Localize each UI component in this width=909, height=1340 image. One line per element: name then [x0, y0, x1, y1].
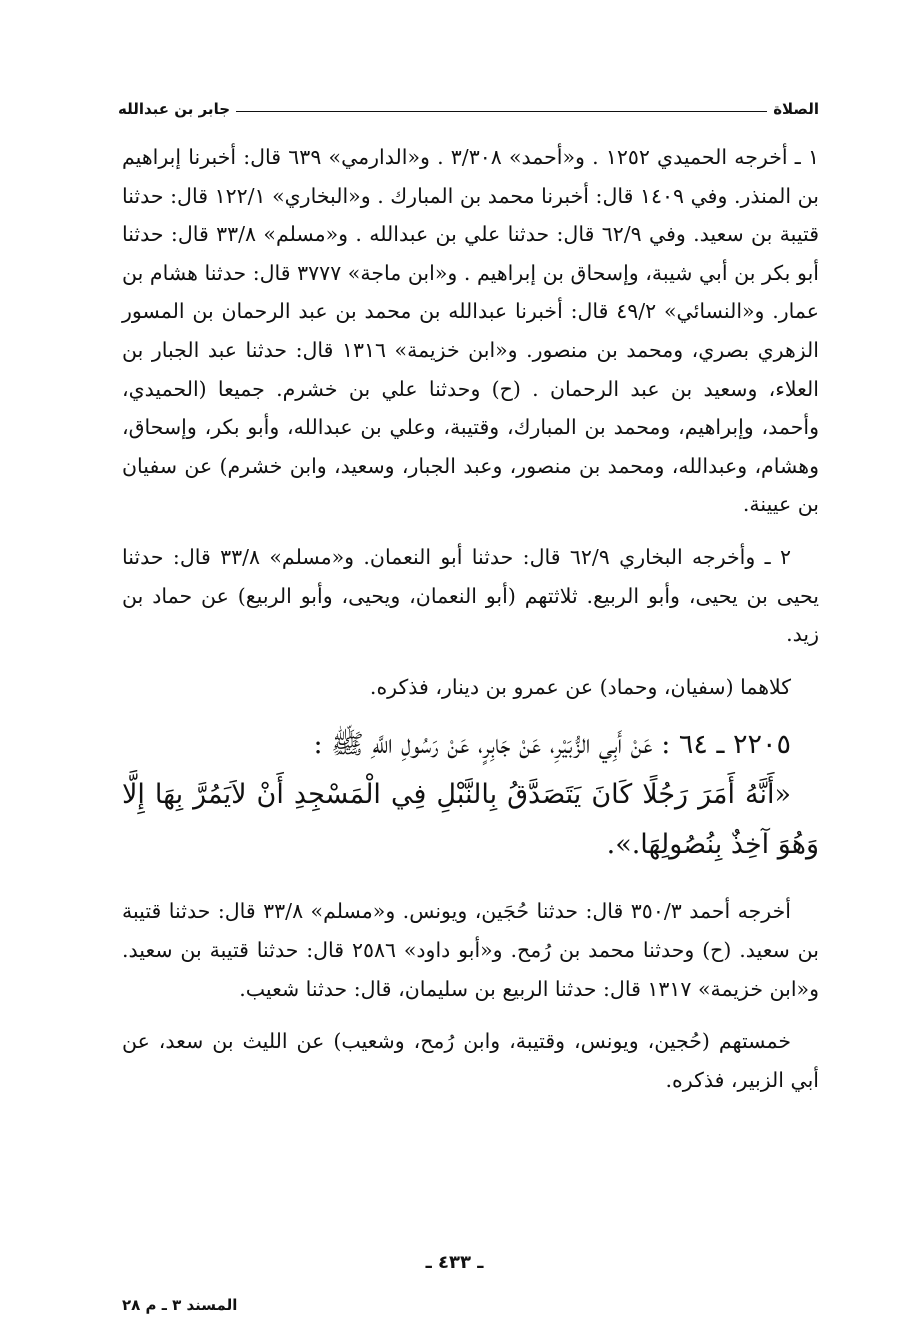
- running-header: [118, 92, 819, 118]
- hadith-text: «أَنَّهُ أَمَرَ رَجُلًا كَانَ يَتَصَدَّقُ بِالنَّبْلِ فِي الْمَسْجِدِ أَنْ لاَيَمُرَّ بِهَا إِلَّا وَهُوَ آخِذٌ بِنُصُولِهَا.».: [122, 779, 819, 861]
- section-title: الصلاة: [773, 100, 819, 118]
- hadith-heading: ٢٢٠٥ ـ ٦٤ : عَنْ أَبِي الزُّبَيْرِ، عَنْ جَابِرٍ، عَنْ رَسُولِ اللَّهِ ﷺ :: [313, 729, 791, 761]
- printer-signature: المسند ٣ ـ م ٢٨: [122, 1296, 238, 1314]
- summary-paragraph-2: خمستهم (حُجين، ويونس، وقتيبة، وابن رُمح، وشعيب) عن الليث بن سعد، عن أبي الزبير، فذكره.: [122, 1029, 819, 1092]
- summary-paragraph: كلاهما (سفيان، وحماد) عن عمرو بن دينار، فذكره.: [369, 674, 791, 699]
- page-number: ـ ٤٣٣ ـ: [425, 1252, 484, 1273]
- narrator-name: جابر بن عبدالله: [118, 100, 231, 118]
- takhrij-paragraph-3: أخرجه أحمد ٣٥٠/٣ قال: حدثنا حُجَين، ويونس. و«مسلم» ٣٣/٨ قال: حدثنا قتيبة بن سعيد. (ح) وحدثنا محمد بن رُمح. و«أبو داود» ٢٥٨٦ قال: حدثنا قتيبة بن سعيد. و«ابن خزيمة» ١٣١٧ قال: حدثنا الربيع بن سليمان، قال: حدثنا شعيب.: [122, 899, 819, 1001]
- main-text: [122, 138, 819, 1099]
- takhrij-paragraph-2: ٢ ـ وأخرجه البخاري ٦٢/٩ قال: حدثنا أبو النعمان. و«مسلم» ٣٣/٨ قال: حدثنا يحيى بن يحيى، وأبو الربيع. ثلاثتهم (أبو النعمان، ويحيى، وأبو الربيع) عن حماد بن زيد.: [122, 544, 819, 647]
- takhrij-paragraph-1: ١ ـ أخرجه الحميدي ١٢٥٢ . و«أحمد» ٣/٣٠٨ . و«الدارمي» ٦٣٩ قال: أخبرنا إبراهيم بن المنذر. وفي ١٤٠٩ قال: أخبرنا محمد بن المبارك . و«البخاري» ١٢٢/١ قال: حدثنا قتيبة بن سعيد. وفي ٦٢/٩ قال: حدثنا علي بن عبدالله . و«مسلم» ٣٣/٨ قال: حدثنا أبو بكر بن أبي شيبة، وإسحاق بن إبراهيم . و«ابن ماجة» ٣٧٧٧ قال: حدثنا هشام بن عمار. و«النسائي» ٤٩/٢ قال: أخبرنا عبدالله بن محمد بن عبد الرحمان بن المسور الزهري بصري، ومحمد بن منصور. و«ابن خزيمة» ١٣١٦ قال: حدثنا عبد الجبار بن العلاء، وسعيد بن عبد الرحمان . (ح) وحدثنا علي بن خشرم. جميعا (الحميدي، وأحمد، وإبراهيم، ومحمد بن المبارك، وقتيبة، وعلي بن عبدالله، وأبو بكر، وإسحاق، وهشام، وعبدالله، ومحمد بن منصور، وعبد الجبار، وسعيد، وابن خشرم) عن سفيان بن عيينة.: [122, 145, 820, 517]
- header-rule: [236, 111, 767, 112]
